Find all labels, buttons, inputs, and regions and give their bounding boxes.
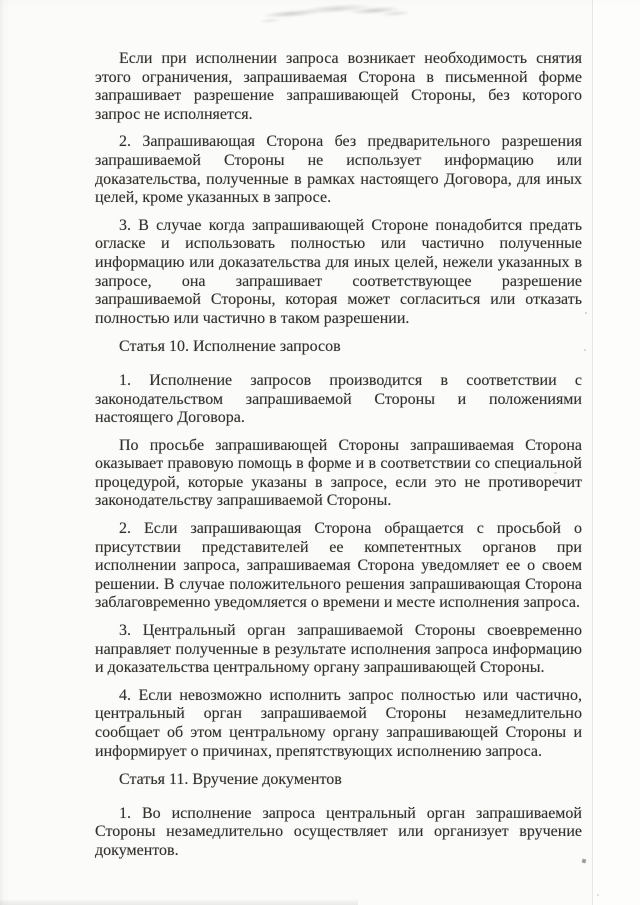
document-paragraph: 2. Если запрашивающая Сторона обращается с просьбой о присутствии представителей ее компетентных органов при исполнении запроса, запрашиваемая Сторона уведомляет ее о своем решении. В случае положительного решения запрашивающая Сторона заблаговременно уведомляется о времени и месте исполнения запроса. <box>95 520 582 612</box>
scan-speck <box>597 894 599 896</box>
scan-speck <box>584 349 586 351</box>
scan-speck <box>581 858 586 863</box>
document-paragraph: 3. В случае когда запрашивающей Стороне понадобится предать огласке и использовать полностью или частично полученные информацию или доказательства для иных целей, нежели указанных в запросе, она запрашивает соответствующее разрешение запрашиваемой Стороны, которая может согласиться или отказать полностью или частично в таком разрешении. <box>95 216 582 327</box>
document-paragraph: 3. Центральный орган запрашиваемой Стороны своевременно направляет полученные в результате исполнения запроса информацию и доказательства центральному органу запрашивающей Стороны. <box>95 622 582 677</box>
scan-speck <box>585 312 587 314</box>
article-heading: Статья 11. Вручение документов <box>119 771 342 789</box>
document-paragraph: 1. Во исполнение запроса центральный орган запрашиваемой Стороны незамедлительно осуществляет или организует вручение документов. <box>95 804 582 859</box>
document-paragraph: Если при исполнении запроса возникает необходимость снятия этого ограничения, запрашиваемая Сторона в письменной форме запрашивает разрешение запрашивающей Стороны, без которого запрос не исполняется. <box>95 50 582 123</box>
article-heading: Статья 10. Исполнение запросов <box>119 338 341 356</box>
scan-edge-strip <box>593 0 640 905</box>
document-paragraph: 4. Если невозможно исполнить запрос полностью или частично, центральный орган запрашиваемой Стороны незамедлительно сообщает об этом центральному органу запрашивающей Стороны и информирует о причинах, препятствующих исполнению запроса. <box>95 686 582 760</box>
scan-smudge <box>257 0 408 29</box>
document-paragraph: 1. Исполнение запросов производится в соответствии с законодательством запрашиваемой Стороны и положениями настоящего Договора. <box>95 371 582 427</box>
scan-bottom-edge <box>0 900 358 905</box>
document-content <box>95 50 582 870</box>
document-paragraph: 2. Запрашивающая Сторона без предварительного разрешения запрашиваемой Стороны не использует информацию или доказательства, полученные в рамках настоящего Договора, для иных целей, кроме указанных в запросе. <box>95 133 582 207</box>
document-paragraph: По просьбе запрашивающей Стороны запрашиваемая Сторона оказывает правовую помощь в форме и в соответствии со специальной процедурой, которые указаны в запросе, если это не противоречит законодательству запрашиваемой Стороны. <box>95 436 582 510</box>
scan-speck <box>554 472 557 474</box>
